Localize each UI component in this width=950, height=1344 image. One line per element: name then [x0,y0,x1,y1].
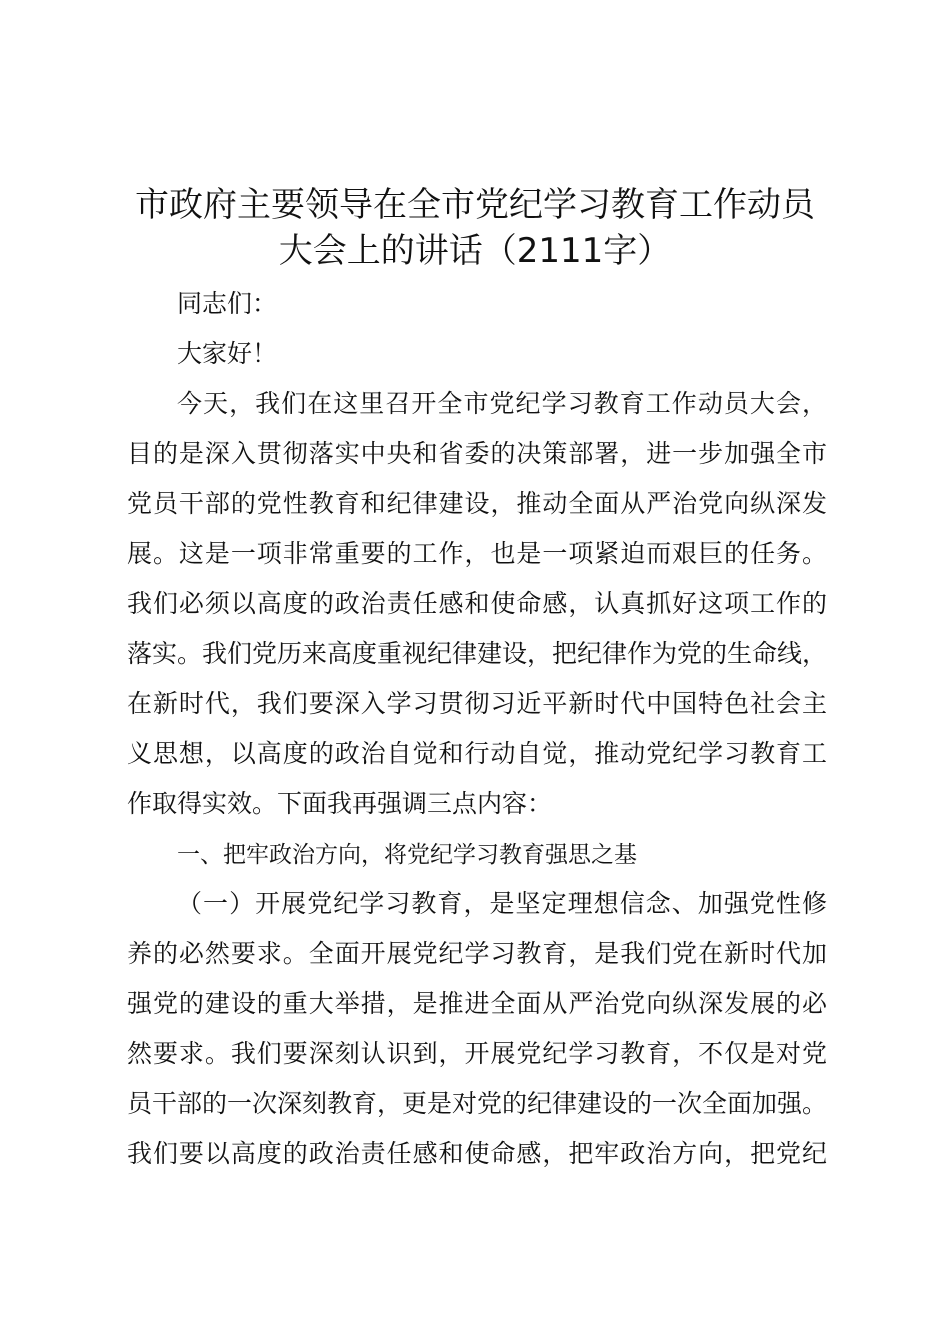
paragraph-2-line-3: 强党的建设的重大举措，是推进全面从严治党向纵深发展的必 [127,989,827,1018]
document-title [110,182,840,274]
paragraph-1-line-6: 落实。我们党历来高度重视纪律建设，把纪律作为党的生命线， [127,639,828,668]
greeting: 大家好！ [177,339,278,368]
paragraph-1-line-1: 今天，我们在这里召开全市党纪学习教育工作动员大会， [177,389,827,418]
paragraph-2-line-4: 然要求。我们要深刻认识到，开展党纪学习教育，不仅是对党 [127,1039,827,1068]
paragraph-1-line-9: 作取得实效。下面我再强调三点内容： [127,789,553,818]
paragraph-1-line-7: 在新时代，我们要深入学习贯彻习近平新时代中国特色社会主 [127,689,827,718]
paragraph-1-line-8: 义思想，以高度的政治自觉和行动自觉，推动党纪学习教育工 [127,739,827,768]
paragraph-2-line-5: 员干部的一次深刻教育，更是对党的纪律建设的一次全面加强。 [127,1089,828,1118]
paragraph-1-line-4: 展。这是一项非常重要的工作，也是一项紧迫而艰巨的任务。 [127,539,827,568]
paragraph-2-line-1: （一）开展党纪学习教育，是坚定理想信念、加强党性修 [177,889,827,918]
paragraph-1-line-3: 党员干部的党性教育和纪律建设，推动全面从严治党向纵深发 [127,489,827,518]
paragraph-1-line-5: 我们必须以高度的政治责任感和使命感，认真抓好这项工作的 [127,589,827,618]
salutation: 同志们： [177,289,278,318]
paragraph-1-line-2: 目的是深入贯彻落实中央和省委的决策部署，进一步加强全市 [127,439,827,468]
title-line-2: 大会上的讲话（2111字） [278,231,672,271]
section-1-heading: 一、把牢政治方向，将党纪学习教育强思之基 [177,842,637,868]
paragraph-2-line-2: 养的必然要求。全面开展党纪学习教育，是我们党在新时代加 [127,939,827,968]
paragraph-2-line-6: 我们要以高度的政治责任感和使命感，把牢政治方向，把党纪 [127,1139,827,1168]
title-line-1: 市政府主要领导在全市党纪学习教育工作动员 [135,185,815,225]
